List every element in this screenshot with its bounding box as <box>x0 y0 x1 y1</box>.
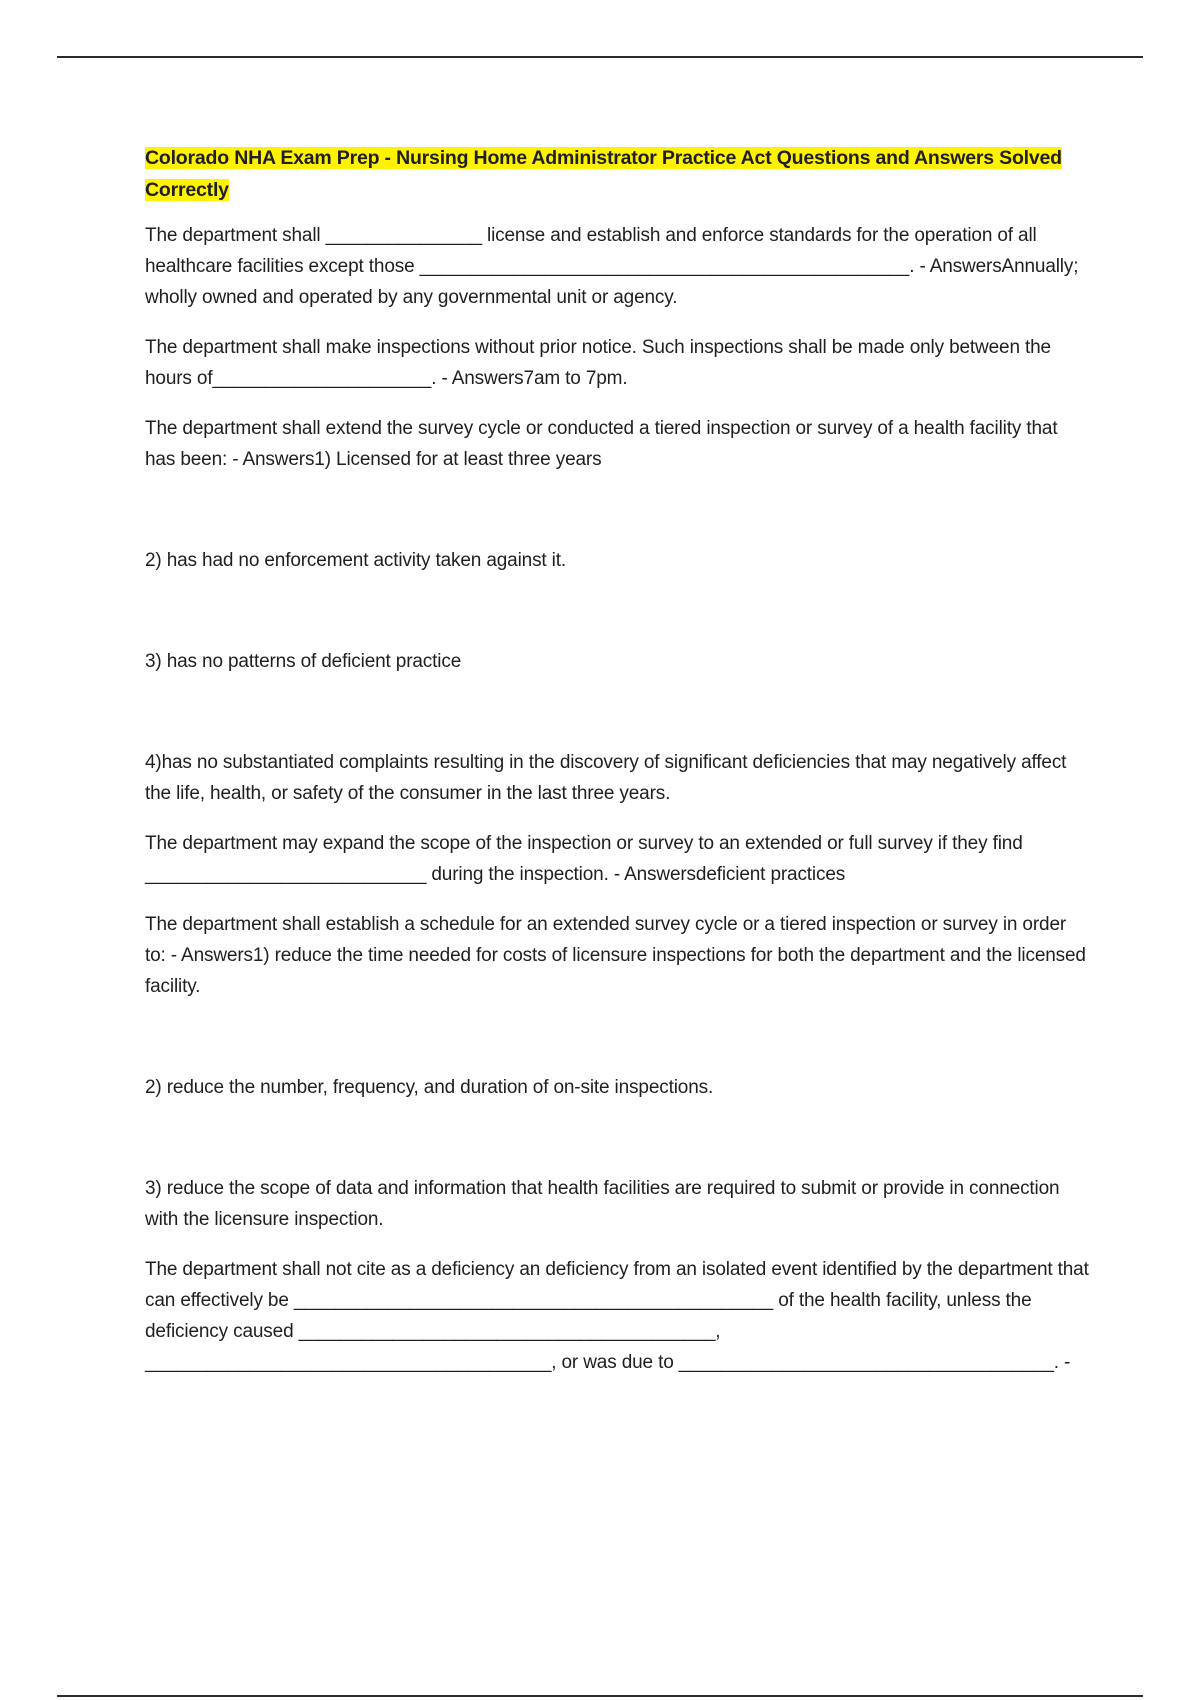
top-rule <box>57 56 1143 58</box>
bottom-rule <box>57 1695 1143 1697</box>
answer-list-item: 3) has no patterns of deficient practice <box>145 651 462 672</box>
question-paragraph: The department shall establish a schedule for an extended survey cycle or a tiered inspection or survey in order to: - Answers1) reduce the time needed for costs of licensure inspections for both the department and the licensed facility. <box>145 914 1091 997</box>
question-paragraph: The department shall extend the survey cycle or conducted a tiered inspection or survey of a health facility that has been: - Answers1) Licensed for at least three years <box>145 418 1063 470</box>
answer-list-item: 3) reduce the scope of data and information that health facilities are required to submit or provide in connection with the licensure inspection. <box>145 1178 1065 1230</box>
answer-list-item: 2) reduce the number, frequency, and duration of on-site inspections. <box>145 1077 714 1098</box>
question-paragraph: The department shall not cite as a deficiency an deficiency from an isolated event identified by the department that can effectively be ______________________________________________ of the health facility, unless the deficiency caused ________________________________________, _______________________________________, or was due to ____________________________________. - <box>145 1259 1094 1373</box>
document-title-text: Colorado NHA Exam Prep - Nursing Home Administrator Practice Act Questions and Answers Solved Correctly <box>145 147 1062 201</box>
question-paragraph: The department may expand the scope of the inspection or survey to an extended or full survey if they find ___________________________ during the inspection. - Answersdeficient practices <box>145 833 1028 885</box>
document-body <box>145 142 1094 1397</box>
answer-list-item: 4)has no substantiated complaints resulting in the discovery of significant deficiencies that may negatively affect the life, health, or safety of the consumer in the last three years. <box>145 752 1072 804</box>
document-title <box>145 142 1090 206</box>
answer-list-item: 2) has had no enforcement activity taken against it. <box>145 550 566 571</box>
question-paragraph: The department shall make inspections without prior notice. Such inspections shall be made only between the hours of_____________________. - Answers7am to 7pm. <box>145 337 1057 389</box>
question-paragraph: The department shall _______________ license and establish and enforce standards for the operation of all healthcare facilities except those _______________________________________________. - AnswersAnnually; wholly owned and operated by any governmental unit or agency. <box>145 225 1084 308</box>
